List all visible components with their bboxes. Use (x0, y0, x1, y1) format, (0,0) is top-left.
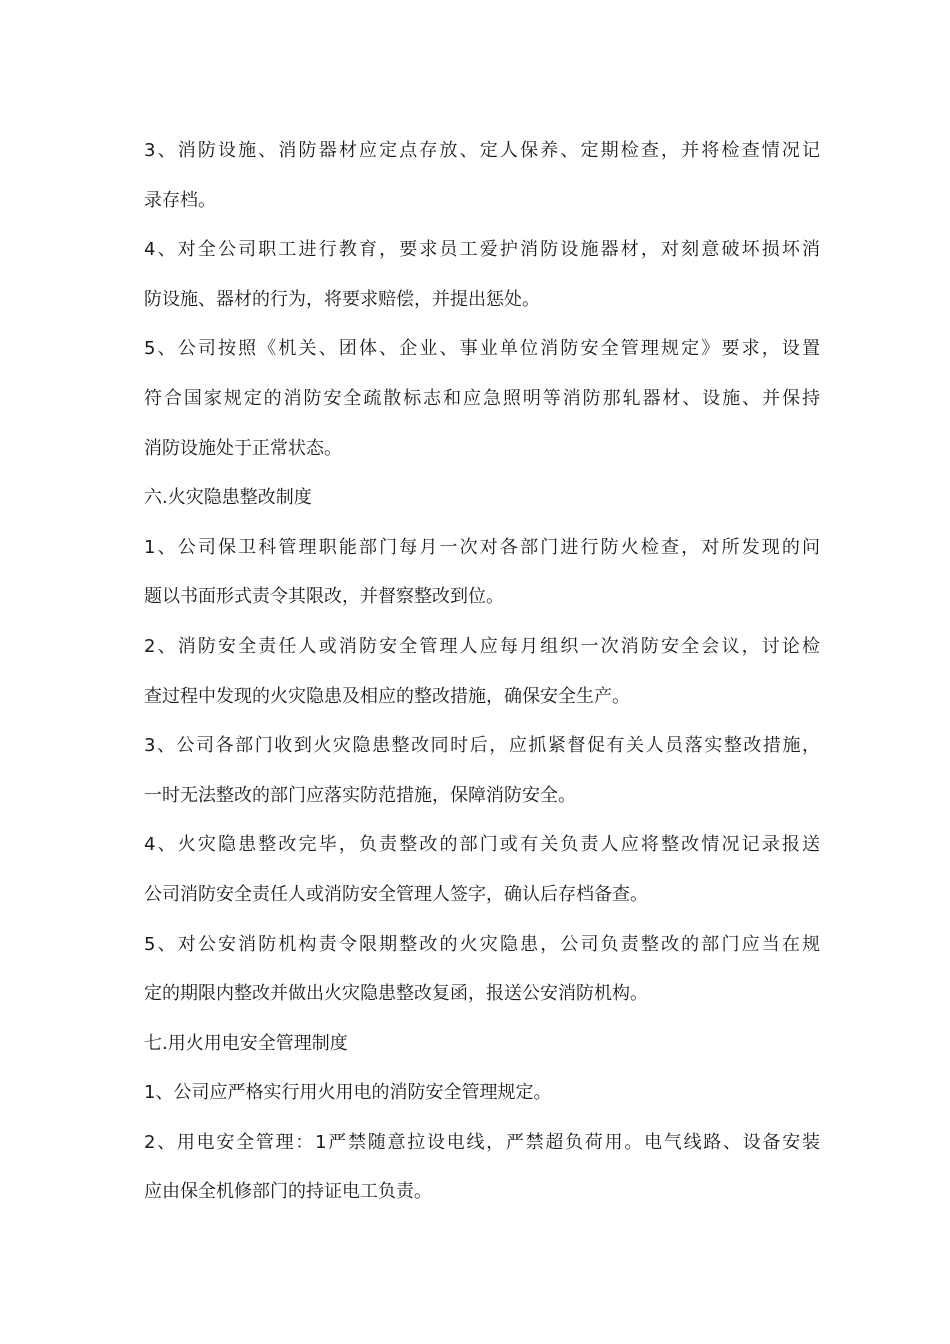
text-line: 1、公司应严格实行用火用电的消防安全管理规定。 (144, 1082, 552, 1104)
text-line: 4、火灾隐患整改完毕，负责整改的部门或有关负责人应将整改情况记录报送 (144, 834, 820, 856)
text-line: 4、对全公司职工进行教育，要求员工爱护消防设施器材，对刻意破坏损坏消 (144, 239, 820, 261)
text-line: 5、公司按照《机关、团体、企业、事业单位消防安全管理规定》要求，设置 (144, 338, 820, 360)
text-line: 1、公司保卫科管理职能部门每月一次对各部门进行防火检查，对所发现的问 (144, 536, 820, 558)
text-line: 七.用火用电安全管理制度 (144, 1032, 348, 1054)
text-line: 防设施、器材的行为，将要求赔偿，并提出惩处。 (144, 288, 540, 310)
text-line: 查过程中发现的火灾隐患及相应的整改措施，确保安全生产。 (144, 685, 630, 707)
text-line: 消防设施处于正常状态。 (144, 437, 342, 459)
text-line: 应由保全机修部门的持证电工负责。 (144, 1181, 432, 1203)
text-line: 符合国家规定的消防安全疏散标志和应急照明等消防那轧器材、设施、并保持 (144, 387, 820, 409)
text-line: 定的期限内整改并做出火灾隐患整改复函，报送公安消防机构。 (144, 983, 648, 1005)
text-line: 公司消防安全责任人或消防安全管理人签字，确认后存档备查。 (144, 883, 648, 905)
document-body (144, 132, 820, 1223)
text-line: 六.火灾隐患整改制度 (144, 487, 312, 509)
text-line: 题以书面形式责令其限改，并督察整改到位。 (144, 586, 504, 608)
text-line: 2、用电安全管理：1严禁随意拉设电线，严禁超负荷用。电气线路、设备安装 (144, 1131, 820, 1153)
text-line: 2、消防安全责任人或消防安全管理人应每月组织一次消防安全会议，讨论检 (144, 635, 820, 657)
text-line: 5、对公安消防机构责令限期整改的火灾隐患，公司负责整改的部门应当在规 (144, 933, 820, 955)
text-line: 录存档。 (144, 189, 216, 211)
text-line: 3、公司各部门收到火灾隐患整改同时后，应抓紧督促有关人员落实整改措施， (144, 735, 820, 757)
text-line: 3、消防设施、消防器材应定点存放、定人保养、定期检查，并将检查情况记 (144, 140, 820, 161)
text-line: 一时无法整改的部门应落实防范措施，保障消防安全。 (144, 784, 576, 806)
